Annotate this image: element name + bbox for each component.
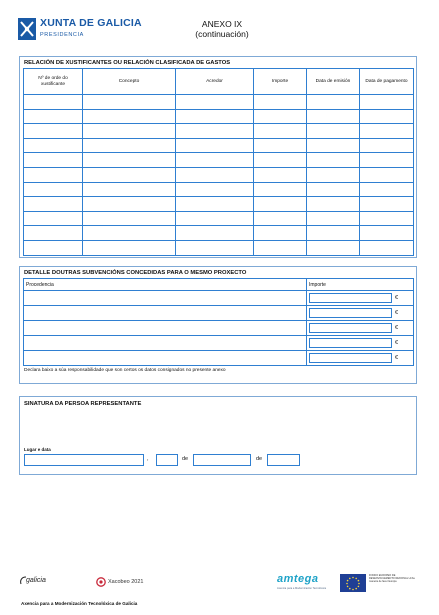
subsidies-section [19, 266, 417, 384]
table-cell-input[interactable] [360, 124, 414, 139]
de-separator-2: de [256, 456, 263, 462]
table-cell-input[interactable] [254, 226, 307, 241]
procedencia-input[interactable] [24, 291, 307, 306]
expenses-table [23, 68, 414, 256]
table-row [24, 336, 414, 351]
table-cell-input[interactable] [307, 211, 360, 226]
table-cell-input[interactable] [360, 211, 414, 226]
place-date-label: Lugar e data [24, 447, 51, 452]
table-cell-input[interactable] [176, 240, 254, 255]
expenses-section [19, 56, 417, 258]
place-input[interactable] [24, 454, 144, 466]
importe-input[interactable] [309, 353, 392, 363]
table-cell-input[interactable] [24, 109, 83, 124]
table-cell-input[interactable] [307, 182, 360, 197]
table-cell-input[interactable] [307, 240, 360, 255]
currency-symbol: € [395, 355, 399, 361]
column-header: Nº de orde do xustificante [24, 69, 83, 95]
table-cell-input[interactable] [254, 211, 307, 226]
table-cell-input[interactable] [307, 109, 360, 124]
eu-funding-text: FONDO EUROPEO DE DESENVOLVEMENTO REXIONAL Unha maneira de facer Europa [369, 574, 415, 584]
table-cell-input[interactable] [176, 95, 254, 110]
month-input[interactable] [193, 454, 251, 466]
table-cell-input[interactable] [176, 197, 254, 212]
table-row [24, 226, 414, 241]
table-cell-input[interactable] [83, 226, 176, 241]
currency-symbol: € [395, 295, 399, 301]
annex-title: ANEXO IX [201, 19, 243, 29]
day-input[interactable] [156, 454, 178, 466]
galicia-brand-logo: galicia [26, 577, 46, 584]
table-cell-input[interactable] [307, 167, 360, 182]
annex-heading [172, 19, 272, 39]
table-cell-input[interactable] [83, 153, 176, 168]
table-row [24, 197, 414, 212]
comma-separator: , [147, 456, 149, 462]
signature-section-title: SINATURA DA PERSOA REPRESENTANTE [24, 401, 142, 407]
table-row [24, 95, 414, 110]
table-cell-input[interactable] [360, 197, 414, 212]
table-cell-input[interactable] [24, 182, 83, 197]
table-cell-input[interactable] [307, 124, 360, 139]
table-cell-input[interactable] [307, 138, 360, 153]
subsidies-section-title: DETALLE DOUTRAS SUBVENCIÓNS CONCEDIDAS PARA O MESMO PROXECTO [24, 270, 247, 276]
table-cell-input[interactable] [254, 182, 307, 197]
table-cell-input[interactable] [176, 153, 254, 168]
table-row [24, 291, 414, 306]
procedencia-input[interactable] [24, 336, 307, 351]
table-cell-input[interactable] [360, 109, 414, 124]
importe-input[interactable] [309, 293, 392, 303]
currency-symbol: € [395, 310, 399, 316]
amtega-logo: amtega [277, 573, 319, 585]
column-header-importe: Importe [307, 279, 414, 291]
column-header: Importe [254, 69, 307, 95]
procedencia-input[interactable] [24, 351, 307, 366]
table-cell-input[interactable] [176, 226, 254, 241]
table-cell-input[interactable] [254, 240, 307, 255]
table-cell-input[interactable] [360, 138, 414, 153]
currency-symbol: € [395, 325, 399, 331]
importe-cell [307, 351, 414, 366]
footer-agency-name: Axencia para a Modernización Tecnolóxica de Galicia [21, 601, 138, 606]
table-cell-input[interactable] [83, 240, 176, 255]
column-header: Concepto [83, 69, 176, 95]
table-row [24, 153, 414, 168]
annex-subtitle: (continuación) [195, 29, 249, 39]
table-cell-input[interactable] [24, 138, 83, 153]
subsidies-table [23, 278, 414, 366]
xunta-logo [18, 16, 148, 42]
table-cell-input[interactable] [254, 124, 307, 139]
table-cell-input[interactable] [307, 226, 360, 241]
table-cell-input[interactable] [24, 95, 83, 110]
table-cell-input[interactable] [83, 124, 176, 139]
importe-cell [307, 336, 414, 351]
logo-subtitle: PRESIDENCIA [40, 32, 84, 38]
table-row [24, 109, 414, 124]
table-row [24, 138, 414, 153]
table-cell-input[interactable] [24, 124, 83, 139]
table-cell-input[interactable] [360, 153, 414, 168]
table-row [24, 306, 414, 321]
logo-name: XUNTA DE GALICIA [40, 17, 142, 29]
table-cell-input[interactable] [176, 124, 254, 139]
table-cell-input[interactable] [24, 153, 83, 168]
table-row [24, 240, 414, 255]
signature-section [19, 396, 417, 475]
column-header: Data de emisión [307, 69, 360, 95]
procedencia-input[interactable] [24, 321, 307, 336]
amtega-tagline: Axencia para a Modernización Tecnolóxica [277, 587, 327, 590]
table-cell-input[interactable] [307, 153, 360, 168]
table-cell-input[interactable] [254, 138, 307, 153]
table-cell-input[interactable] [176, 182, 254, 197]
table-cell-input[interactable] [307, 95, 360, 110]
importe-input[interactable] [309, 323, 392, 333]
table-cell-input[interactable] [83, 95, 176, 110]
currency-symbol: € [395, 340, 399, 346]
table-cell-input[interactable] [176, 167, 254, 182]
table-row [24, 351, 414, 366]
procedencia-input[interactable] [24, 306, 307, 321]
table-row [24, 211, 414, 226]
importe-input[interactable] [309, 308, 392, 318]
table-row [24, 182, 414, 197]
column-header: Data de pagamento [360, 69, 414, 95]
table-row [24, 124, 414, 139]
xunta-emblem-icon [18, 18, 36, 40]
table-cell-input[interactable] [360, 226, 414, 241]
table-cell-input[interactable] [307, 197, 360, 212]
table-row [24, 321, 414, 336]
table-cell-input[interactable] [83, 138, 176, 153]
table-cell-input[interactable] [83, 167, 176, 182]
table-cell-input[interactable] [24, 211, 83, 226]
table-cell-input[interactable] [360, 182, 414, 197]
responsibility-declaration: Declara baixo a súa responsabilidade que son certos os datos consignados no presente anexo [24, 368, 226, 373]
importe-cell [307, 306, 414, 321]
table-cell-input[interactable] [254, 95, 307, 110]
xacobeo-emblem-icon [96, 577, 106, 587]
table-cell-input[interactable] [83, 197, 176, 212]
year-input[interactable] [267, 454, 300, 466]
table-cell-input[interactable] [176, 211, 254, 226]
table-cell-input[interactable] [83, 182, 176, 197]
table-cell-input[interactable] [24, 240, 83, 255]
table-cell-input[interactable] [254, 167, 307, 182]
column-header: Acredor [176, 69, 254, 95]
table-cell-input[interactable] [254, 153, 307, 168]
table-cell-input[interactable] [24, 197, 83, 212]
table-cell-input[interactable] [24, 226, 83, 241]
table-cell-input[interactable] [83, 109, 176, 124]
column-header-procedencia: Procedencia [24, 279, 307, 291]
eu-flag-icon [340, 574, 366, 592]
importe-cell [307, 321, 414, 336]
importe-input[interactable] [309, 338, 392, 348]
importe-cell [307, 291, 414, 306]
eu-stars-icon [340, 574, 366, 592]
table-cell-input[interactable] [254, 197, 307, 212]
xacobeo-logo: Xacobeo 2021 [108, 579, 144, 585]
table-cell-input[interactable] [360, 95, 414, 110]
table-cell-input[interactable] [360, 167, 414, 182]
table-row [24, 167, 414, 182]
table-cell-input[interactable] [176, 138, 254, 153]
table-cell-input[interactable] [176, 109, 254, 124]
table-cell-input[interactable] [24, 167, 83, 182]
table-cell-input[interactable] [360, 240, 414, 255]
de-separator-1: de [182, 456, 189, 462]
expenses-section-title: RELACIÓN DE XUSTIFICANTES OU RELACIÓN CLASIFICADA DE GASTOS [24, 60, 231, 66]
table-cell-input[interactable] [254, 109, 307, 124]
table-cell-input[interactable] [83, 211, 176, 226]
